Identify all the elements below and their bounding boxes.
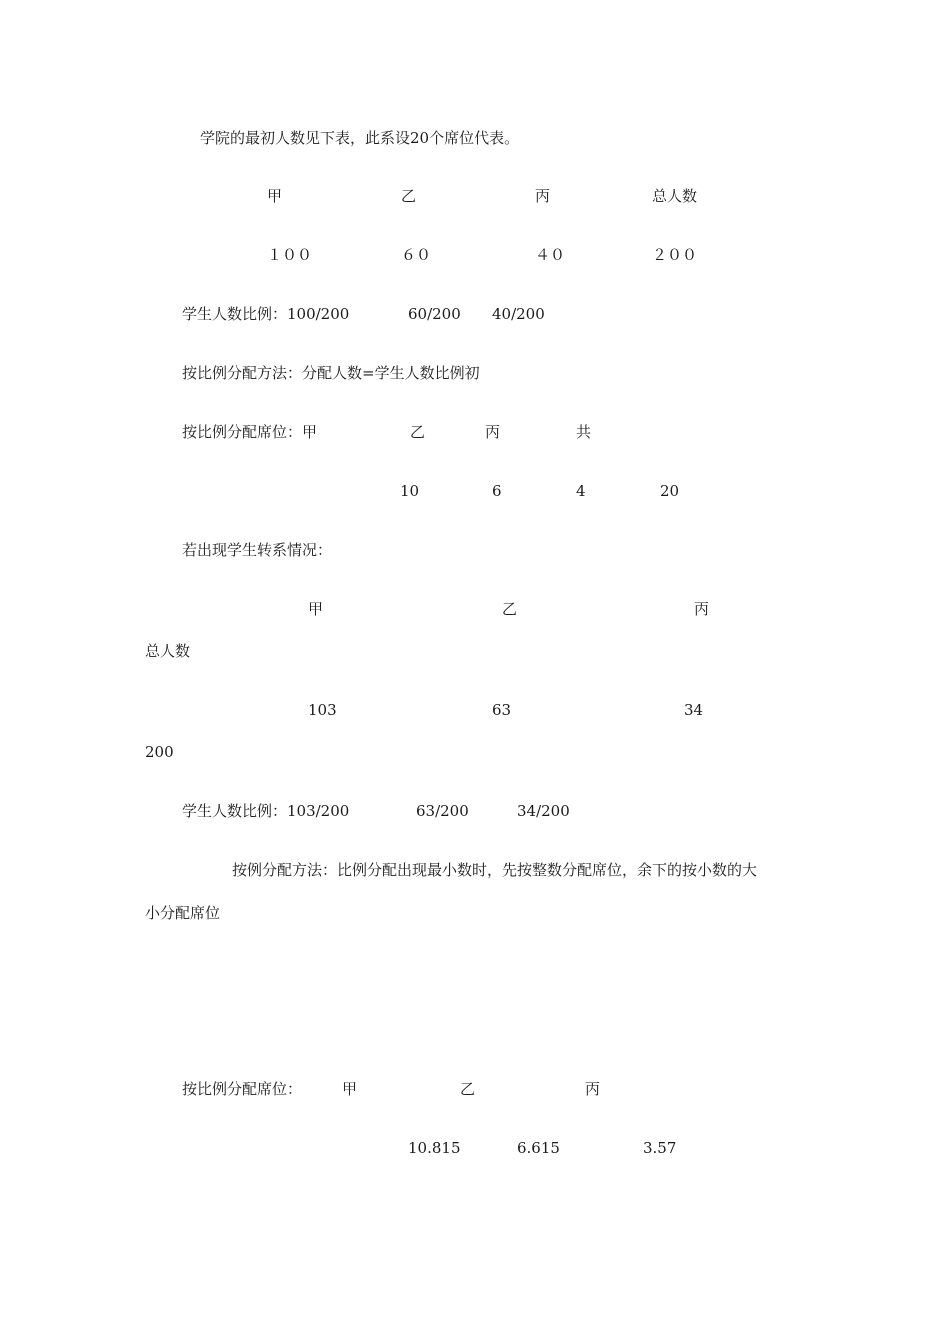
transfer-text: 若出现学生转系情况： [182, 541, 333, 559]
seats1-header-total: 共 [576, 423, 592, 441]
seats1-value-total: 20 [660, 482, 680, 500]
table1-header-a: 甲 [267, 187, 283, 205]
table1-value-b: ６０ [401, 246, 432, 264]
table2-header-a: 甲 [308, 600, 324, 618]
table1-value-total: ２００ [652, 246, 698, 264]
seats2-header-a: 甲 [342, 1080, 358, 1098]
seats2-value-a: 10.815 [408, 1139, 461, 1157]
seats2-header-c: 丙 [585, 1080, 601, 1098]
seats1-value-a: 10 [400, 482, 420, 500]
seats2-value-b: 6.615 [517, 1139, 560, 1157]
table2-value-c: 34 [684, 701, 704, 719]
seats1-value-c: 4 [576, 482, 586, 500]
table1-header-b: 乙 [401, 187, 417, 205]
seats1-value-b: 6 [492, 482, 502, 500]
table2-header-total: 总人数 [145, 642, 191, 660]
table1-header-total: 总人数 [652, 187, 698, 205]
table2-value-b: 63 [492, 701, 512, 719]
seats1-header-c: 丙 [485, 423, 501, 441]
intro-text: 学院的最初人数见下表，此系设20个席位代表。 [200, 129, 520, 147]
table2-header-b: 乙 [502, 600, 518, 618]
ratio2-label: 学生人数比例：103/200 [182, 802, 350, 820]
seats2-label: 按比例分配席位： [182, 1080, 303, 1098]
ratio1-c: 40/200 [492, 305, 545, 323]
table1-value-a: １００ [267, 246, 313, 264]
seats2-value-c: 3.57 [643, 1139, 677, 1157]
method2-line1: 按例分配方法：比例分配出现最小数时，先按整数分配席位，余下的按小数的大 [232, 861, 758, 879]
table2-value-total: 200 [145, 743, 174, 761]
ratio2-b: 63/200 [416, 802, 469, 820]
method1-text: 按比例分配方法：分配人数=学生人数比例初 [182, 364, 480, 382]
method2-line2: 小分配席位 [145, 904, 221, 922]
table1-value-c: ４０ [535, 246, 566, 264]
seats2-header-b: 乙 [460, 1080, 476, 1098]
table2-value-a: 103 [308, 701, 337, 719]
table2-header-c: 丙 [694, 600, 710, 618]
table1-header-c: 丙 [535, 187, 551, 205]
ratio1-label: 学生人数比例：100/200 [182, 305, 350, 323]
ratio2-c: 34/200 [517, 802, 570, 820]
seats1-label: 按比例分配席位：甲 [182, 423, 318, 441]
seats1-header-b: 乙 [410, 423, 426, 441]
ratio1-b: 60/200 [408, 305, 461, 323]
